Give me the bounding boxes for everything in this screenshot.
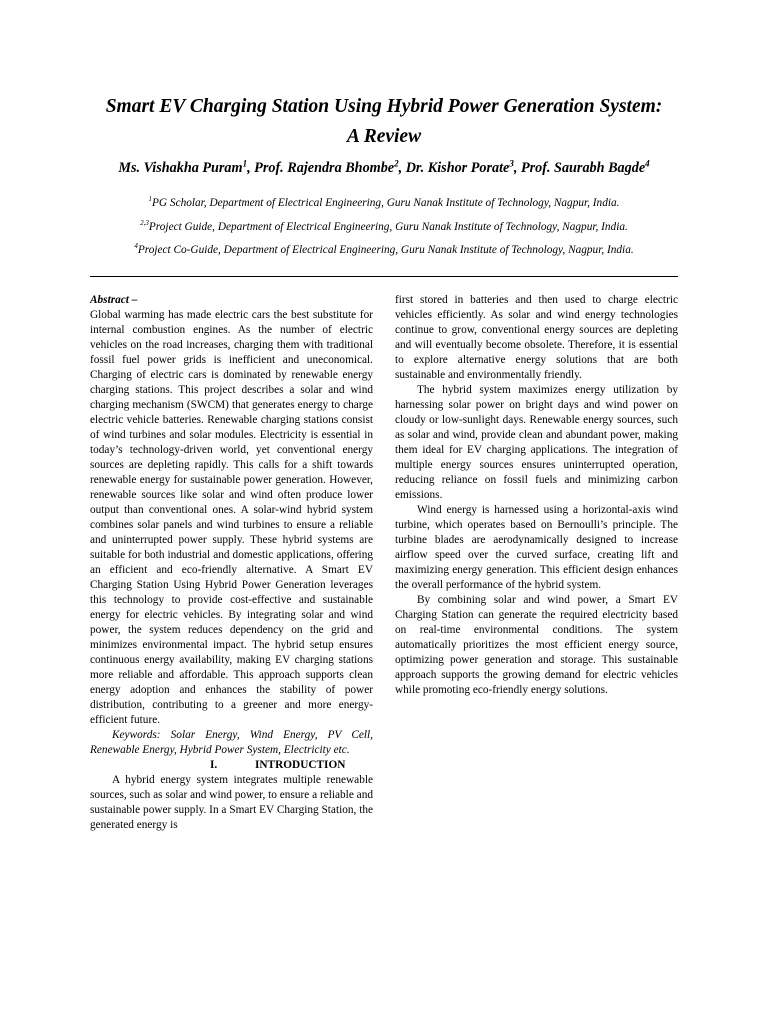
body-paragraph-1: first stored in batteries and then used to charge electric vehicles efficiently. As solar and wind energy technologies continue to grow, conventional energy sources are depleting and will eventually become obsolete. Therefore, it is essential to explore alternative energy solutions that are both sustainable and environmentally friendly.: [395, 294, 678, 381]
affiliation-text: Project Guide, Department of Electrical Engineering, Guru Nanak Institute of Technology, Nagpur, India.: [148, 220, 628, 233]
affiliation-text: PG Scholar, Department of Electrical Engineering, Guru Nanak Institute of Technology, Nagpur, India.: [152, 196, 620, 209]
section-heading-introduction: [90, 758, 373, 773]
left-column: [90, 293, 373, 833]
affiliation-1: [40, 195, 728, 209]
author-superscript: 3: [509, 158, 514, 168]
affiliation-3: [40, 242, 728, 256]
author-separator: ,: [513, 159, 521, 176]
keywords-text: Solar Energy, Wind Energy, PV Cell, Renewable Energy, Hybrid Power System, Electricity etc.: [90, 729, 373, 756]
section-number: I.: [210, 759, 218, 771]
author-name: Dr. Kishor Porate: [405, 159, 510, 176]
body-paragraph-4: By combining solar and wind power, a Smart EV Charging Station can generate the required electricity based on real-time environmental conditions. The system automatically prioritizes the most efficient energy source, optimizing power generation and storage. This sustainable approach supports the growing demand for electric vehicles while promoting eco-friendly energy solutions.: [395, 594, 678, 696]
intro-paragraph-1: A hybrid energy system integrates multiple renewable sources, such as solar and wind power, to ensure a reliable and sustainable power supply. In a Smart EV Charging Station, the generated energy is: [90, 774, 373, 831]
body-paragraph-3: Wind energy is harnessed using a horizontal-axis wind turbine, which operates based on Bernoulli’s principle. The turbine blades are aerodynamically designed to increase airflow speed over the curved surface, creating lift and maximizing energy generation. This efficient design enhances the overall performance of the hybrid system.: [395, 504, 678, 591]
author-superscript: 1: [242, 158, 248, 168]
author-superscript: 4: [645, 158, 650, 168]
author-separator: ,: [247, 159, 255, 176]
author-3: [406, 160, 521, 176]
header-divider: [90, 276, 678, 277]
abstract-body: Global warming has made electric cars the best substitute for internal combustion engines. As the number of electric vehicles on the road increases, charging them with traditional fossil fuel power grids is inefficient and uneconomical. Charging of electric cars is dominated by renewable energy charging stations. This project describes a solar and wind charging mechanism (SWCM) that generates energy to charge electric vehicle batteries. Renewable charging stations consist of wind turbines and solar modules. Electricity is essential in today’s technology-driven world, yet conventional energy sources are depleting rapidly. This calls for a shift towards renewable energy for sustainable power generation. However, renewable sources like solar and wind often produce lower output than conventional ones. A solar-wind hybrid system combines solar panels and wind turbines to ensure a reliable and uninterrupted power supply. These hybrid systems are suitable for both industrial and domestic applications, offering an efficient and eco-friendly alternative. A Smart EV Charging Station Using Hybrid Power Generation leverages this technology to provide cost-effective and sustainable energy for electric vehicles. By integrating solar and wind power, the system reduces dependency on the grid and minimizes environmental impact. The hybrid setup ensures continuous energy availability, making EV charging stations more reliable and affordable. This approach supports clean energy adoption and enhances the stability of power distribution, contributing to a greener and more energy-efficient future.: [90, 309, 373, 726]
affiliation-superscript: 2,3: [140, 219, 149, 227]
right-column: [395, 293, 678, 698]
section-title: INTRODUCTION: [255, 759, 346, 771]
author-list: [40, 158, 728, 177]
author-superscript: 2: [394, 158, 399, 168]
affiliation-2: [40, 219, 728, 233]
affiliation-superscript: 4: [134, 242, 138, 250]
paper-title-line-1: Smart EV Charging Station Using Hybrid Power Generation System:: [105, 96, 663, 117]
keywords-label: Keywords:: [112, 729, 161, 741]
affiliation-text: Project Co-Guide, Department of Electrical Engineering, Guru Nanak Institute of Technology, Nagpur, India.: [137, 243, 634, 256]
paper-title: [60, 92, 708, 152]
author-name: Prof. Saurabh Bagde: [520, 159, 646, 176]
author-1: [118, 160, 254, 176]
body-paragraph-2: The hybrid system maximizes energy utilization by harnessing solar power on bright days and wind power on cloudy or low-sunlight days. Renewable energy sources, such as solar and wind, provide clean and abundant power, making them ideal for EV charging applications. The integration of multiple energy sources ensures uninterrupted operation, reducing reliance on fossil fuels and minimizing carbon emissions.: [395, 384, 678, 501]
author-2: [254, 160, 406, 176]
author-4: [521, 160, 650, 176]
author-name: Prof. Rajendra Bhombe: [254, 159, 395, 176]
abstract-heading: Abstract –: [90, 294, 138, 306]
author-separator: ,: [398, 159, 406, 176]
affiliation-superscript: 1: [148, 195, 153, 203]
author-name: Ms. Vishakha Puram: [118, 159, 243, 176]
keywords: [90, 728, 373, 758]
paper-title-line-2: A Review: [346, 126, 422, 147]
